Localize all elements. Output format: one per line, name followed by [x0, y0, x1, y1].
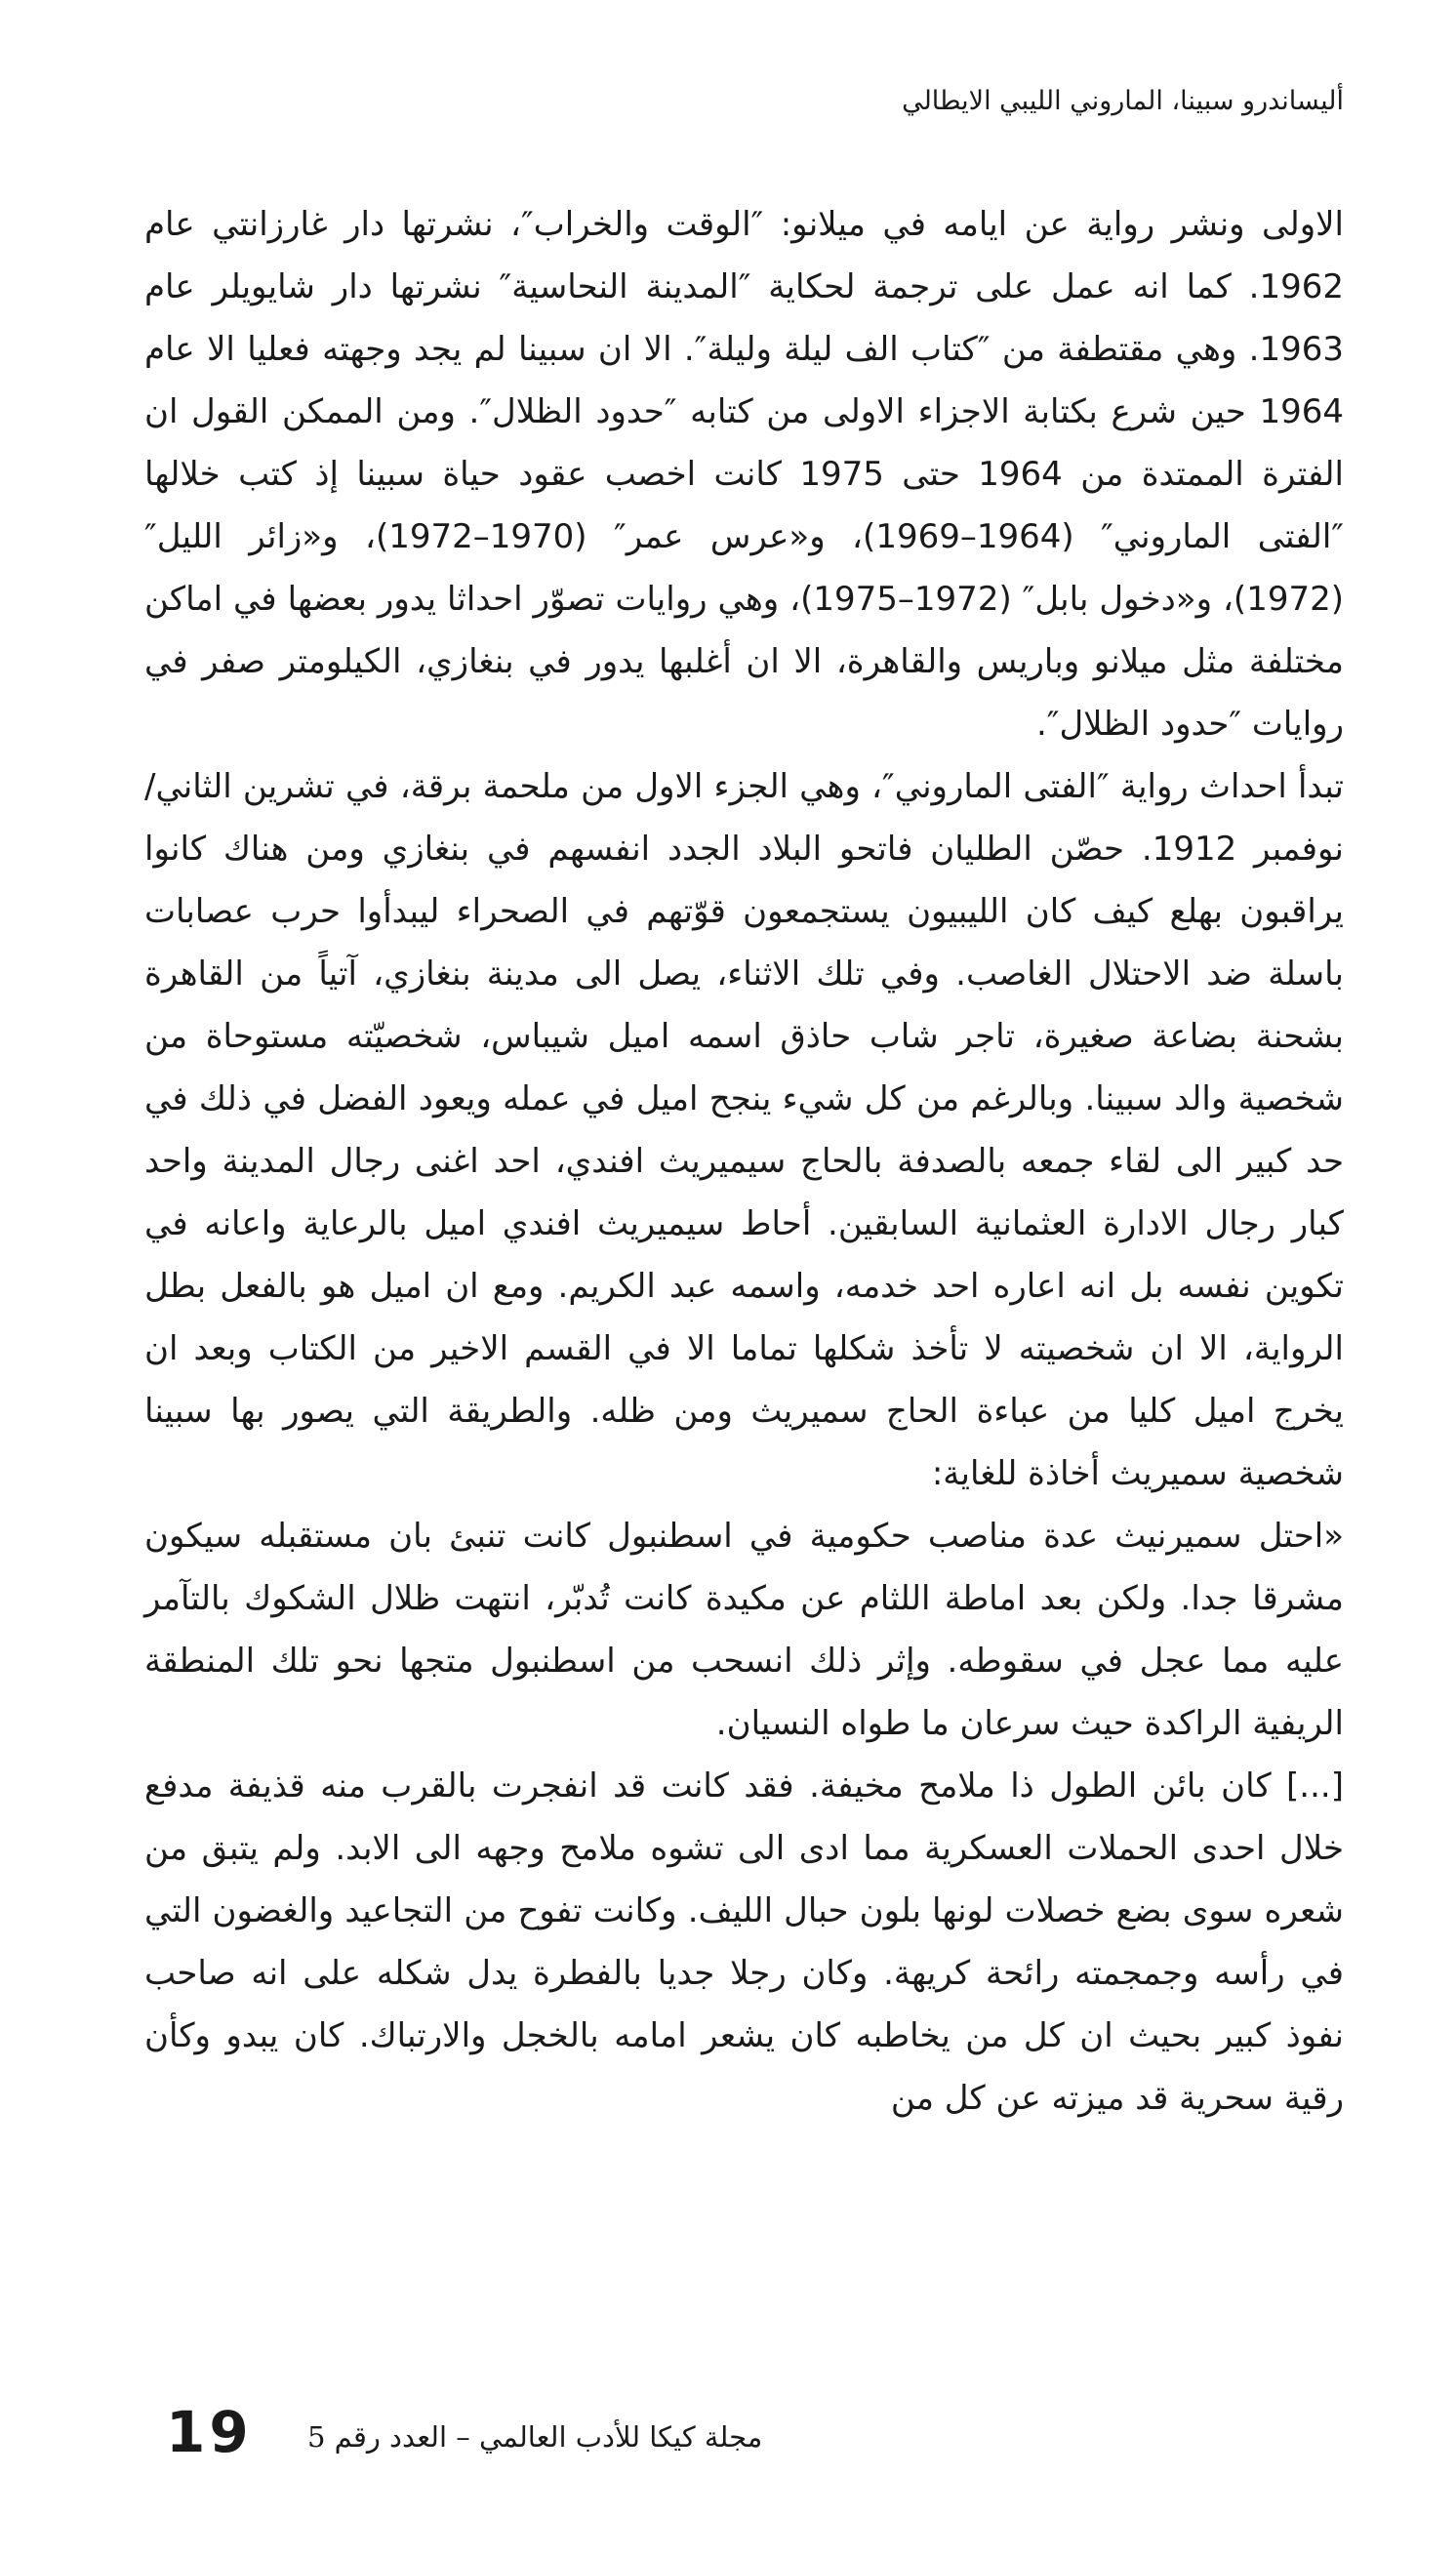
article-body: [144, 193, 1344, 2130]
running-header: أليساندرو سبينا، الماروني الليبي الايطالي: [902, 86, 1344, 116]
quote-paragraph: [...] كان بائن الطول ذا ملامح مخيفة. فقد كانت قد انفجرت بالقرب منه قذيفة مدفع خلال احدى الحملات العسكرية مما ادى الى تشوه ملامح وجهه الى الابد. ولم يتبق من شعره سوى بضع خصلات لونها بلون حبال الليف. وكانت تفوح من التجاعيد والغضون التي في رأسه وجمجمته رائحة كريهة. وكان رجلا جديا بالفطرة يدل شكله على انه صاحب نفوذ كبير بحيث ان كل من يخاطبه كان يشعر امامه بالخجل والارتباك. كان يبدو وكأن رقية سحرية قد ميزته عن كل من: [144, 1766, 1344, 2118]
page-number: 19: [166, 2399, 253, 2465]
paragraph: تبدأ احداث رواية ″الفتى الماروني″، وهي الجزء الاول من ملحمة برقة، في تشرين الثاني/ نوفمبر 1912. حصّن الطليان فاتحو البلاد الجدد انفسهم في بنغازي ومن هناك كانوا يراقبون بهلع كيف كان الليبيون يستجمعون قوّتهم في الصحراء ليبدأوا حرب عصابات باسلة ضد الاحتلال الغاصب. وفي تلك الاثناء، يصل الى مدينة بنغازي، آتياً من القاهرة بشحنة بضاعة صغيرة، تاجر شاب حاذق اسمه اميل شيباس، شخصيّته مستوحاة من شخصية والد سبينا. وبالرغم من كل شيء ينجح اميل في عمله ويعود الفضل في ذلك في حد كبير الى لقاء جمعه بالصدفة بالحاج سيميريث افندي، احد اغنى رجال المدينة واحد كبار رجال الادارة العثمانية السابقين. أحاط سيميريث افندي اميل بالرعاية واعانه في تكوين نفسه بل انه اعاره احد خدمه، واسمه عبد الكريم. ومع ان اميل هو بالفعل بطل الرواية، الا ان شخصيته لا تأخذ شكلها تماما الا في القسم الاخير من الكتاب وبعد ان يخرج اميل كليا من عباءة الحاج سميريث ومن ظله. والطريقة التي يصور بها سبينا شخصية سميريث أخاذة للغاية:: [144, 767, 1345, 1493]
journal-footer: مجلة كيكا للأدب العالمي – العدد رقم 5: [307, 2420, 763, 2454]
paragraph: الاولى ونشر رواية عن ايامه في ميلانو: ″الوقت والخراب″، نشرتها دار غارزانتي عام 1962. كما انه عمل على ترجمة لحكاية ″المدينة النحاسية″ نشرتها دار شايويلر عام 1963. وهي مقتطفة من ″كتاب الف ليلة وليلة″. الا ان سبينا لم يجد وجهته فعليا الا عام 1964 حين شرع بكتابة الاجزاء الاولى من كتابه ″حدود الظلال″. ومن الممكن القول ان الفترة الممتدة من 1964 حتى 1975 كانت اخصب عقود حياة سبينا إذ كتب خلالها ″الفتى الماروني″ (1964–1969)، و«عرس عمر″ (1970–1972)، و«زائر الليل″ (1972)، و«دخول بابل″ (1972–1975)، وهي روايات تصوّر احداثا يدور بعضها في اماكن مختلفة مثل ميلانو وباريس والقاهرة، الا ان أغلبها يدور في بنغازي، الكيلومتر صفر في روايات ″حدود الظلال″.: [144, 205, 1344, 744]
quote-paragraph: «احتل سميرنيث عدة مناصب حكومية في اسطنبول كانت تنبئ بان مستقبله سيكون مشرقا جدا. ولكن بعد اماطة اللثام عن مكيدة كانت تُدبّر، انتهت ظلال الشكوك بالتآمر عليه مما عجل في سقوطه. وإثر ذلك انسحب من اسطنبول متجها نحو تلك المنطقة الريفية الراكدة حيث سرعان ما طواه النسيان.: [144, 1517, 1344, 1743]
